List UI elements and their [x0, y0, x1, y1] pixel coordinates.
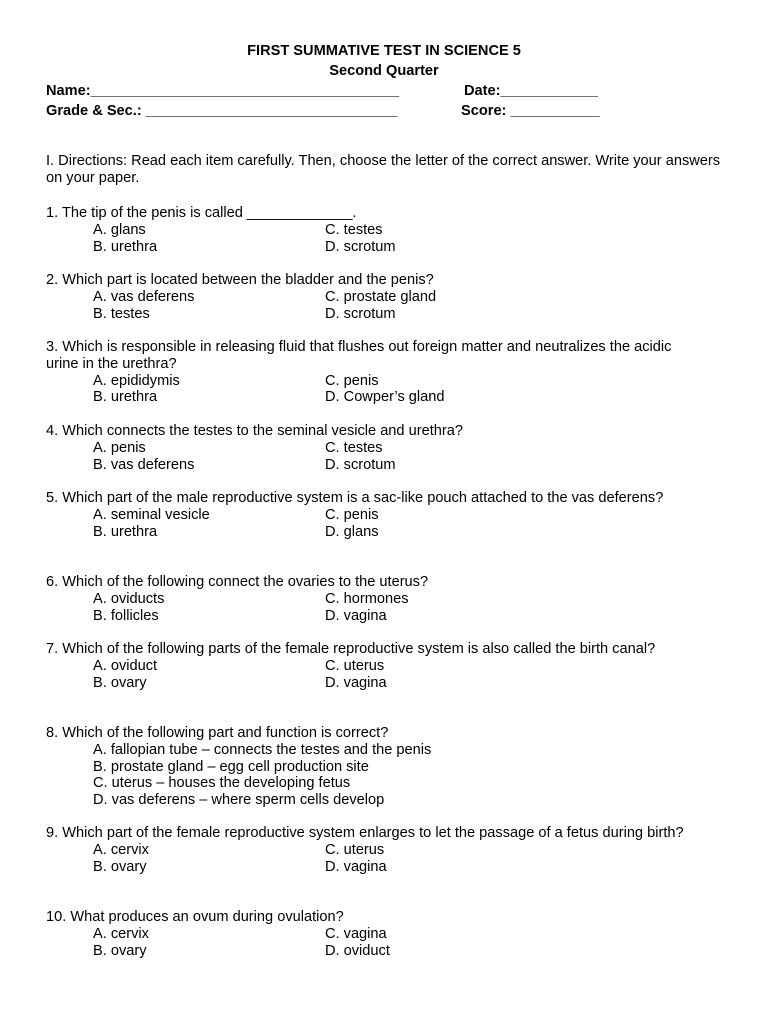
- option-row: [46, 943, 686, 960]
- date-field: Date:____________: [464, 83, 598, 99]
- option-a: A. cervix: [93, 841, 149, 858]
- question-4: [46, 423, 686, 473]
- option-d: D. scrotum: [325, 305, 396, 322]
- page-title: FIRST SUMMATIVE TEST IN SCIENCE 5: [247, 43, 521, 59]
- question-3: [46, 339, 686, 406]
- grade-section-field: Grade & Sec.: _______________________________: [46, 103, 398, 119]
- option-a: A. fallopian tube – connects the testes and the penis: [93, 741, 432, 758]
- option-c: C. vagina: [325, 925, 387, 942]
- option-row: [46, 524, 686, 541]
- option-row: [46, 591, 686, 608]
- option-c: C. uterus – houses the developing fetus: [93, 775, 351, 792]
- option-a: A. seminal vesicle: [93, 506, 210, 523]
- question-7: [46, 641, 686, 691]
- option-a: A. glans: [93, 221, 146, 238]
- question-text: 2. Which part is located between the bladder and the penis?: [46, 272, 434, 288]
- option-c: C. prostate gland: [325, 288, 437, 305]
- option-d: D. Cowper’s gland: [325, 389, 445, 406]
- option-b: B. ovary: [93, 674, 147, 691]
- option-row: [46, 239, 686, 256]
- option-row: [46, 440, 686, 457]
- question-2: [46, 272, 686, 322]
- option-row: [46, 389, 686, 406]
- option-a: A. vas deferens: [93, 288, 195, 305]
- option-row: [46, 373, 686, 390]
- option-row: [46, 289, 686, 306]
- option-row: [46, 457, 686, 474]
- question-text: 5. Which part of the male reproductive system is a sac-like pouch attached to the vas deferens?: [46, 490, 664, 506]
- option-row: [46, 675, 686, 692]
- option-d: D. glans: [325, 523, 379, 540]
- question-text: 4. Which connects the testes to the seminal vesicle and urethra?: [46, 423, 463, 439]
- option-c: C. uterus: [325, 657, 385, 674]
- option-row: [46, 222, 686, 239]
- option-b: B. testes: [93, 305, 150, 322]
- option-row: [46, 507, 686, 524]
- option-a: A. epididymis: [93, 372, 180, 389]
- question-text: 6. Which of the following connect the ovaries to the uterus?: [46, 574, 429, 590]
- question-1: [46, 205, 686, 255]
- option-b: B. urethra: [93, 238, 158, 255]
- option-d: D. oviduct: [325, 942, 390, 959]
- question-text: 7. Which of the following parts of the female reproductive system is also called the birth canal?: [46, 641, 656, 657]
- question-text: 9. Which part of the female reproductive system enlarges to let the passage of a fetus during birth?: [46, 825, 684, 841]
- option-c: C. testes: [325, 221, 383, 238]
- option-a: A. penis: [93, 439, 146, 456]
- question-5: [46, 490, 686, 540]
- question-text: 10. What produces an ovum during ovulation?: [46, 909, 344, 925]
- option-c: C. penis: [325, 372, 379, 389]
- option-d: D. vagina: [325, 607, 387, 624]
- option-b: B. prostate gland – egg cell production site: [93, 758, 369, 775]
- question-6: [46, 574, 686, 624]
- option-d: D. scrotum: [325, 238, 396, 255]
- option-a: A. cervix: [93, 925, 149, 942]
- option-row: [46, 658, 686, 675]
- option-a: A. oviduct: [93, 657, 158, 674]
- question-9: [46, 825, 686, 875]
- option-a: A. oviducts: [93, 590, 165, 607]
- name-field: Name:______________________________________: [46, 83, 400, 99]
- question-10: [46, 909, 686, 959]
- option-b: B. follicles: [93, 607, 159, 624]
- option-row: [46, 859, 686, 876]
- question-text: 3. Which is responsible in releasing fluid that flushes out foreign matter and neutralizes the acidic urine in the urethra?: [46, 339, 672, 372]
- option-d: D. vas deferens – where sperm cells develop: [93, 792, 385, 809]
- option-b: B. ovary: [93, 858, 147, 875]
- option-b: B. ovary: [93, 942, 147, 959]
- directions: I. Directions: Read each item carefully. Then, choose the letter of the correct answer. Write your answers on your paper.: [46, 153, 721, 186]
- question-text: 8. Which of the following part and function is correct?: [46, 725, 389, 741]
- option-d: D. vagina: [325, 858, 387, 875]
- option-b: B. urethra: [93, 523, 158, 540]
- page-subtitle: Second Quarter: [329, 63, 439, 79]
- score-field: Score: ___________: [461, 103, 600, 119]
- option-row: [46, 842, 686, 859]
- option-d: D. vagina: [325, 674, 387, 691]
- option-row: [46, 608, 686, 625]
- option-b: B. vas deferens: [93, 456, 195, 473]
- option-row: [46, 926, 686, 943]
- option-b: B. urethra: [93, 389, 158, 406]
- option-c: C. testes: [325, 439, 383, 456]
- option-c: C. uterus: [325, 841, 385, 858]
- option-c: C. hormones: [325, 590, 409, 607]
- option-c: C. penis: [325, 506, 379, 523]
- option-row: [46, 306, 686, 323]
- option-d: D. scrotum: [325, 456, 396, 473]
- question-text: 1. The tip of the penis is called _____________.: [46, 205, 357, 221]
- question-8: [46, 725, 686, 809]
